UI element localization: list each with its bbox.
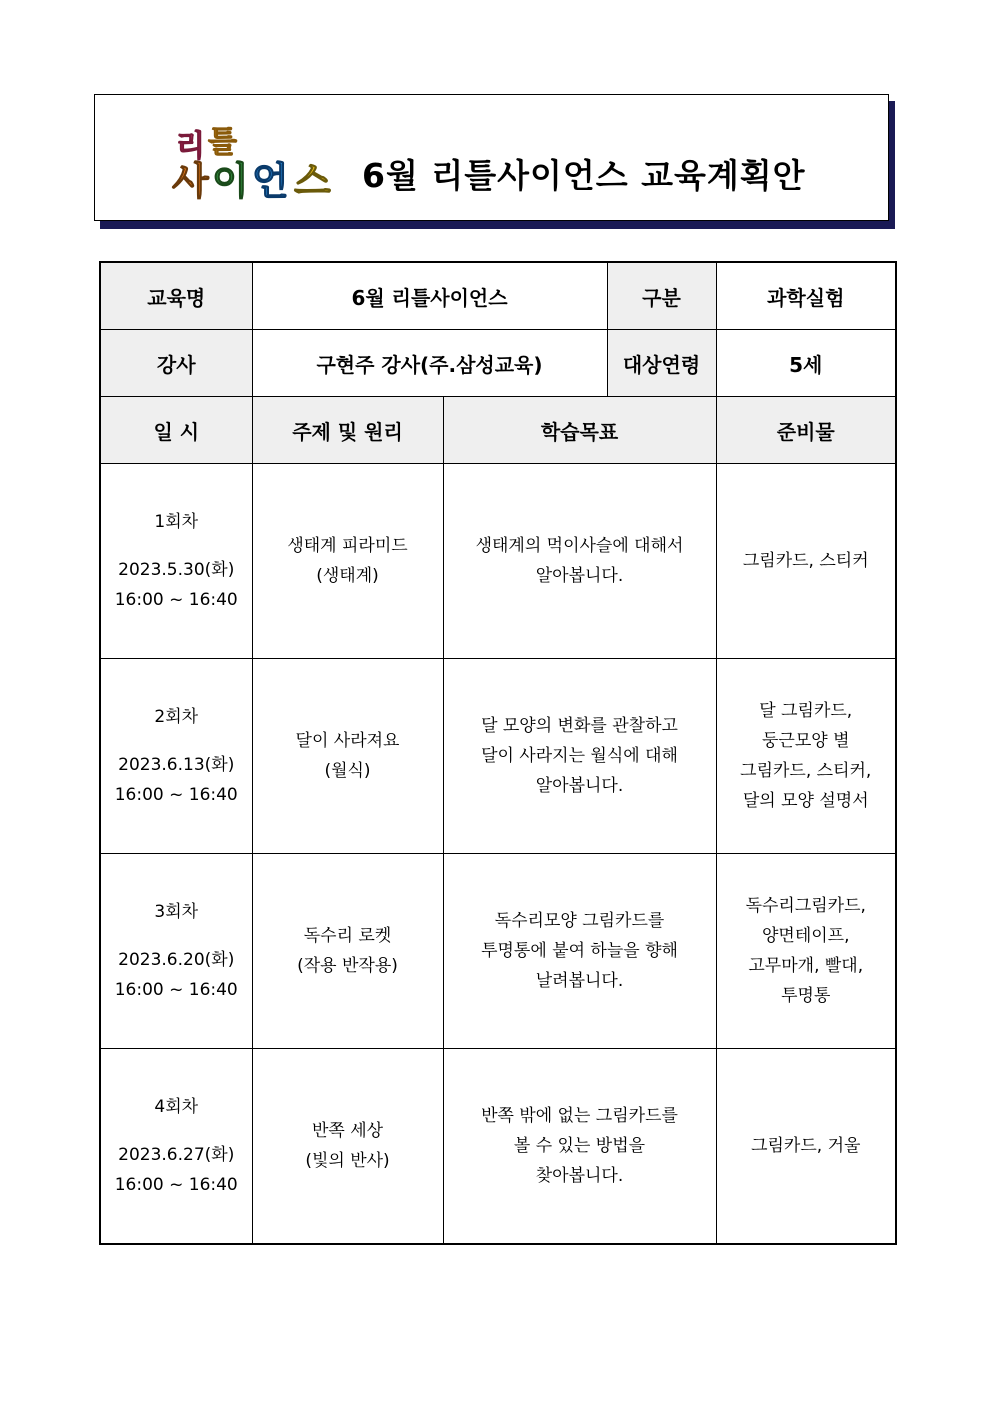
session-date: 2023.5.30(화) <box>118 560 235 580</box>
session-number: 2회차 <box>154 707 199 727</box>
education-plan-table <box>99 261 897 1245</box>
session-time: 16:00 ~ 16:40 <box>114 785 238 805</box>
goal-line: 생태계의 먹이사슬에 대해서 <box>475 536 684 556</box>
table-row <box>100 1049 896 1245</box>
topic-cell <box>252 659 443 854</box>
table-row <box>100 854 896 1049</box>
materials-cell <box>716 464 896 659</box>
category-label: 구분 <box>607 262 716 330</box>
goal-line: 달 모양의 변화를 관찰하고 <box>481 716 678 736</box>
category-value: 과학실험 <box>716 262 896 330</box>
materials-line: 달의 모양 설명서 <box>742 791 869 811</box>
goal-cell <box>443 1049 716 1245</box>
session-time: 16:00 ~ 16:40 <box>114 590 238 610</box>
col-header-date: 일 시 <box>100 397 252 464</box>
instructor-value: 구현주 강사(주.삼성교육) <box>252 330 607 397</box>
topic-cell <box>252 1049 443 1245</box>
table-row <box>100 659 896 854</box>
info-row-1 <box>100 262 896 330</box>
goal-line: 찾아봅니다. <box>535 1166 624 1186</box>
session-date: 2023.6.27(화) <box>118 1145 235 1165</box>
topic-line: (생태계) <box>316 566 379 586</box>
session-date-cell <box>100 1049 252 1245</box>
session-date: 2023.6.13(화) <box>118 755 235 775</box>
topic-cell <box>252 464 443 659</box>
col-header-materials: 준비물 <box>716 397 896 464</box>
session-date-cell <box>100 659 252 854</box>
topic-line: (작용 반작용) <box>297 956 398 976</box>
goal-cell <box>443 854 716 1049</box>
topic-line: 생태계 피라미드 <box>287 536 408 556</box>
materials-line: 그림카드, 스티커 <box>742 551 869 571</box>
materials-line: 달 그림카드, <box>759 701 853 721</box>
topic-line: 달이 사라져요 <box>295 731 400 751</box>
col-header-goal: 학습목표 <box>443 397 716 464</box>
materials-line: 둥근모양 별 <box>761 731 850 751</box>
session-time: 16:00 ~ 16:40 <box>114 980 238 1000</box>
session-date-cell <box>100 464 252 659</box>
materials-line: 독수리그림카드, <box>745 896 866 916</box>
instructor-label: 강사 <box>100 330 252 397</box>
materials-cell <box>716 1049 896 1245</box>
goal-cell <box>443 659 716 854</box>
svg-text:이: 이 <box>212 159 249 202</box>
materials-line: 그림카드, 스티커, <box>740 761 872 781</box>
topic-line: 독수리 로켓 <box>303 926 392 946</box>
goal-line: 반쪽 밖에 없는 그림카드를 <box>481 1106 678 1126</box>
goal-line: 알아봅니다. <box>535 776 624 796</box>
table-row <box>100 464 896 659</box>
goal-line: 날려봅니다. <box>535 971 624 991</box>
topic-line: 반쪽 세상 <box>311 1121 384 1141</box>
goal-line: 달이 사라지는 월식에 대해 <box>481 746 678 766</box>
goal-line: 볼 수 있는 방법을 <box>513 1136 646 1156</box>
materials-line: 그림카드, 거울 <box>751 1136 861 1156</box>
column-header-row <box>100 397 896 464</box>
session-time: 16:00 ~ 16:40 <box>114 1175 238 1195</box>
svg-text:언: 언 <box>252 159 289 202</box>
age-value: 5세 <box>716 330 896 397</box>
session-number: 1회차 <box>154 512 199 532</box>
session-number: 4회차 <box>154 1097 199 1117</box>
goal-line: 투명통에 붙여 하늘을 향해 <box>481 941 678 961</box>
info-row-2 <box>100 330 896 397</box>
goal-line: 독수리모양 그림카드를 <box>494 911 665 931</box>
age-label: 대상연령 <box>607 330 716 397</box>
session-date: 2023.6.20(화) <box>118 950 235 970</box>
page-title: 6월 리틀사이언스 교육계획안 <box>362 156 806 195</box>
svg-text:사: 사 <box>172 159 209 202</box>
topic-line: (빛의 반사) <box>305 1151 390 1171</box>
materials-line: 고무마개, 빨대, <box>748 956 864 976</box>
materials-cell <box>716 659 896 854</box>
materials-cell <box>716 854 896 1049</box>
goal-line: 알아봅니다. <box>535 566 624 586</box>
materials-line: 투명통 <box>781 986 831 1006</box>
svg-text:리: 리 <box>176 129 205 164</box>
session-date-cell <box>100 854 252 1049</box>
goal-cell <box>443 464 716 659</box>
edu-name-value: 6월 리틀사이언스 <box>252 262 607 330</box>
little-science-logo <box>170 118 340 202</box>
topic-cell <box>252 854 443 1049</box>
materials-line: 양면테이프, <box>761 926 850 946</box>
session-number: 3회차 <box>154 902 199 922</box>
col-header-topic: 주제 및 원리 <box>252 397 443 464</box>
edu-name-label: 교육명 <box>100 262 252 330</box>
svg-text:틀: 틀 <box>208 125 237 160</box>
topic-line: (월식) <box>324 761 371 781</box>
svg-text:스: 스 <box>294 159 331 202</box>
